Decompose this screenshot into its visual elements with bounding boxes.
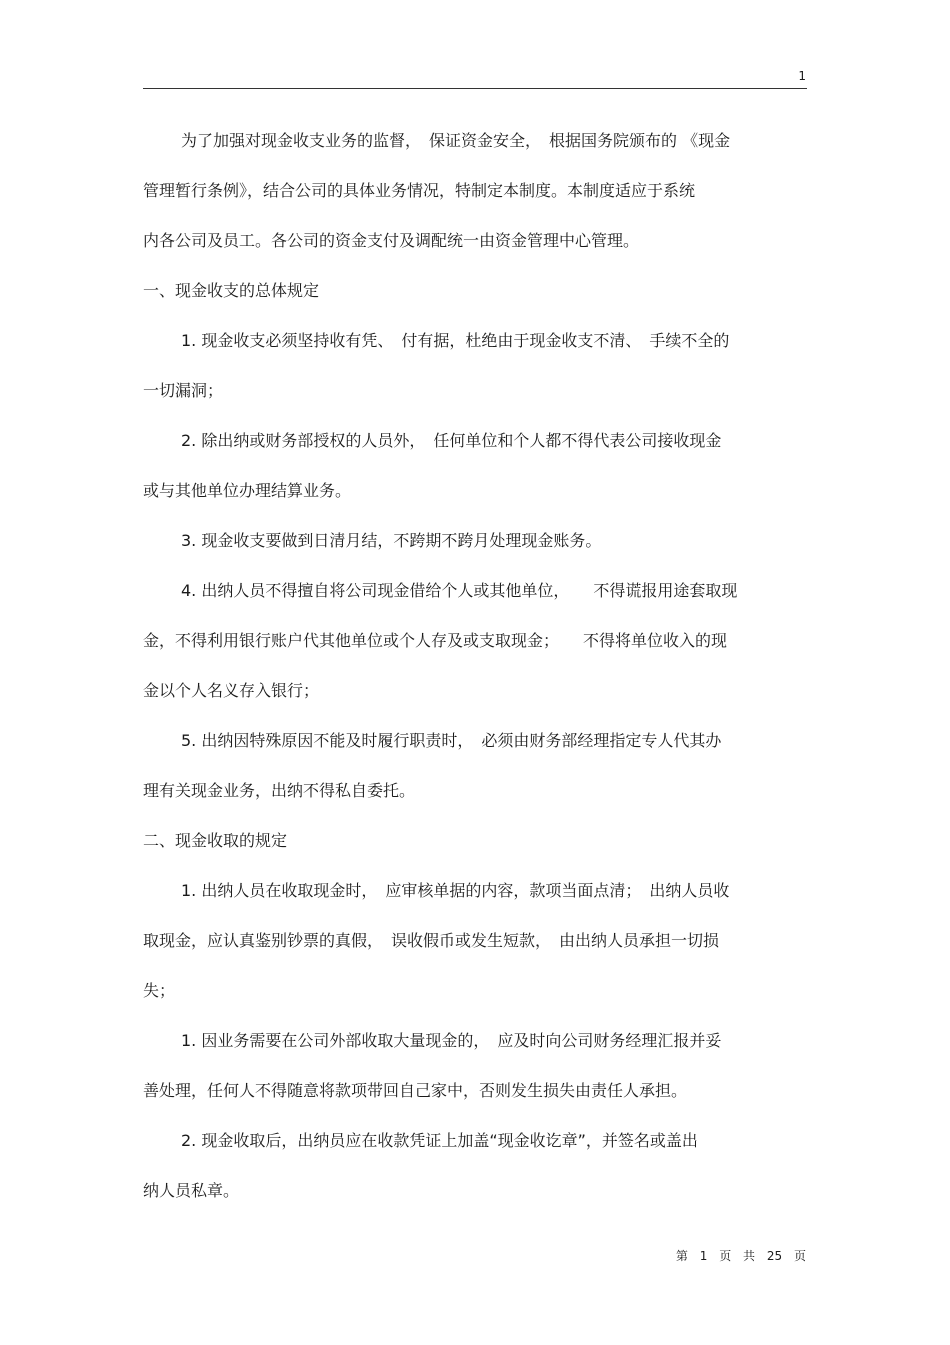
footer-page-unit: 页 [719,1249,732,1263]
section-heading-collection: 二、现金收取的规定 [143,831,288,850]
rule-item [143,1016,807,1116]
intro-line: 内各公司及员工。各公司的资金支付及调配统一由资金管理中心管理。 [143,231,640,250]
rule-line: 理有关现金业务，出纳不得私自委托。 [143,781,416,800]
rule-line: 纳人员私章。 [143,1181,240,1200]
footer-total-unit: 页 [793,1249,806,1263]
rule-line: 失； [143,981,176,1000]
rule-item [143,716,807,816]
rule-line: 善处理，任何人不得随意将款项带回自己家中，否则发生损失由责任人承担。 [143,1081,688,1100]
rule-item [143,416,807,516]
rule-item [143,566,807,716]
rule-line: 金，不得利用银行账户代其他单位或个人存及或支取现金； 不得将单位收入的现 [143,631,728,650]
footer-prefix: 第 [675,1249,688,1263]
page-footer [676,1249,806,1263]
rule-line: 一切漏洞； [143,381,224,400]
rule-item [143,516,807,566]
intro-line: 为了加强对现金收支业务的监督， 保证资金安全， 根据国务院颁布的 《现金 [181,131,731,150]
intro-paragraph [143,116,807,266]
rule-line: 1. 现金收支必须坚持收有凭、 付有据，杜绝由于现金收支不清、 手续不全的 [181,331,730,350]
rule-line: 或与其他单位办理结算业务。 [143,481,352,500]
rule-line: 1. 因业务需要在公司外部收取大量现金的， 应及时向公司财务经理汇报并妥 [181,1031,722,1050]
rule-line: 5. 出纳因特殊原因不能及时履行职责时， 必须由财务部经理指定专人代其办 [181,731,722,750]
rule-line: 金以个人名义存入银行； [143,681,320,700]
rule-line: 取现金，应认真鉴别钞票的真假， 误收假币或发生短款， 由出纳人员承担一切损 [143,931,720,950]
rule-item [143,866,807,1016]
footer-total-pages: 25 [766,1249,783,1263]
rule-line: 3. 现金收支要做到日清月结，不跨期不跨月处理现金账务。 [181,531,602,550]
rule-item [143,316,807,416]
rule-line: 2. 除出纳或财务部授权的人员外， 任何单位和个人都不得代表公司接收现金 [181,431,722,450]
rule-line: 1. 出纳人员在收取现金时， 应审核单据的内容，款项当面点清； 出纳人员收 [181,881,730,900]
section-heading-general: 一、现金收支的总体规定 [143,281,320,300]
footer-current-page: 1 [699,1249,708,1263]
header-rule [143,88,807,89]
document-body [143,116,807,1216]
page-number-top: 1 [798,69,806,83]
rule-line: 2. 现金收取后，出纳员应在收款凭证上加盖“现金收讫章”，并签名或盖出 [181,1131,698,1150]
footer-total-prefix: 共 [743,1249,756,1263]
rule-line: 4. 出纳人员不得擅自将公司现金借给个人或其他单位， 不得谎报用途套取现 [181,581,738,600]
intro-line: 管理暂行条例》，结合公司的具体业务情况，特制定本制度。本制度适应于系统 [143,181,696,200]
rule-item [143,1116,807,1216]
